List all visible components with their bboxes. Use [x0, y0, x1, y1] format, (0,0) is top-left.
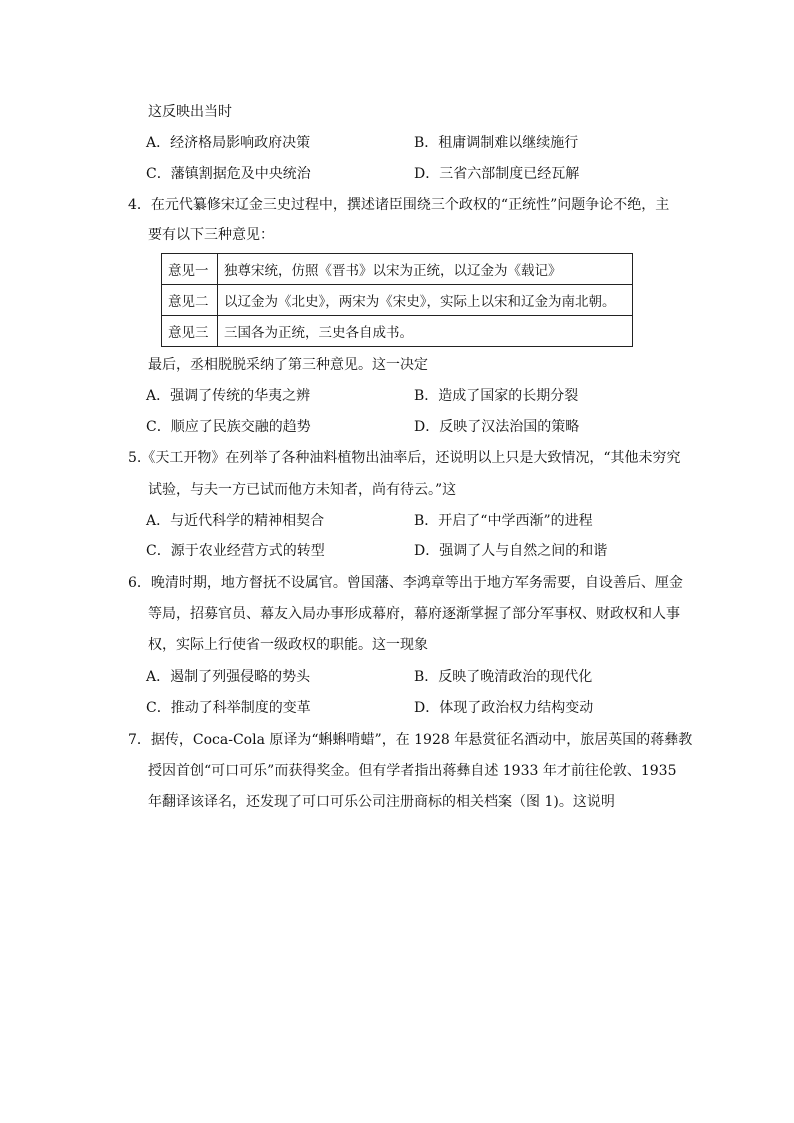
q4-stem-line1: 4．在元代纂修宋辽金三史过程中，撰述诸臣围绕三个政权的“正统性”问题争论不绝，主: [128, 197, 670, 213]
table-row: [162, 316, 633, 347]
q7-stem-line1: 7．据传，Coca-Cola 原译为“蝌蝌啃蜡”，在 1928 年悬赏征名酒动中，旅居英国的蒋彝教: [128, 732, 693, 748]
q4-option-b: B．造成了国家的长期分裂: [414, 388, 579, 404]
q5-option-b: B．开启了“中学西渐”的进程: [414, 513, 593, 529]
q4-stem-after: 最后，丞相脱脱采纳了第三种意见。这一决定: [148, 357, 428, 373]
q5-stem-line1: 5.《天工开物》在列举了各种油料植物出油率后，还说明以上只是大致情况，“其他未穷究: [128, 450, 681, 466]
q6-option-d: D．体现了政治权力结构变动: [414, 700, 594, 716]
q3-option-b: B．租庸调制难以继续施行: [414, 135, 579, 151]
q3-option-a: A．经济格局影响政府决策: [146, 135, 311, 151]
q6-stem-line3: 权，实际上行使省一级政权的职能。这一现象: [148, 637, 428, 653]
q4-option-c: C．顺应了民族交融的趋势: [146, 419, 311, 435]
opinion-text: 独尊宋统，仿照《晋书》以宋为正统，以辽金为《载记》: [218, 254, 633, 285]
q4-stem-line2: 要有以下三种意见：: [148, 227, 274, 243]
q5-option-a: A．与近代科学的精神相契合: [146, 513, 325, 529]
q5-stem-line2: 试验，与夫一方已试而他方未知者，尚有待云。”这: [148, 482, 457, 498]
q6-option-a: A．遏制了列强侵略的势头: [146, 669, 311, 685]
opinion-label: 意见一: [162, 254, 218, 285]
q3-option-d: D．三省六部制度已经瓦解: [414, 166, 580, 182]
q3-stem-end: 这反映出当时: [148, 104, 232, 120]
table-row: [162, 254, 633, 285]
q6-option-c: C．推动了科举制度的变革: [146, 700, 311, 716]
q6-stem-line2: 等局，招募官员、幕友入局办事形成幕府，幕府逐渐掌握了部分军事权、财政权和人事: [148, 606, 680, 622]
opinion-label: 意见二: [162, 285, 218, 316]
q7-stem-line3: 年翻译该译名，还发现了可口可乐公司注册商标的相关档案（图 1)。这说明: [148, 794, 615, 810]
q5-option-d: D．强调了人与自然之间的和谐: [414, 543, 608, 559]
q3-option-c: C．藩镇割据危及中央统治: [146, 166, 311, 182]
opinion-text: 以辽金为《北史》，两宋为《宋史》，实际上以宋和辽金为南北朝。: [218, 285, 633, 316]
q5-option-c: C．源于农业经营方式的转型: [146, 543, 325, 559]
opinion-label: 意见三: [162, 316, 218, 347]
q6-stem-line1: 6．晚清时期，地方督抚不设属官。曾国藩、李鸿章等出于地方军务需要，自设善后、厘金: [128, 575, 683, 591]
q4-opinion-table: [161, 253, 633, 347]
table-row: [162, 285, 633, 316]
opinion-text: 三国各为正统，三史各自成书。: [218, 316, 633, 347]
q7-stem-line2: 授因首创“可口可乐”而获得奖金。但有学者指出蒋彝自述 1933 年才前往伦敦、1935: [148, 763, 677, 779]
q6-option-b: B．反映了晚清政治的现代化: [414, 669, 593, 685]
q4-option-d: D．反映了汉法治国的策略: [414, 419, 580, 435]
q4-option-a: A．强调了传统的华夷之辨: [146, 388, 311, 404]
